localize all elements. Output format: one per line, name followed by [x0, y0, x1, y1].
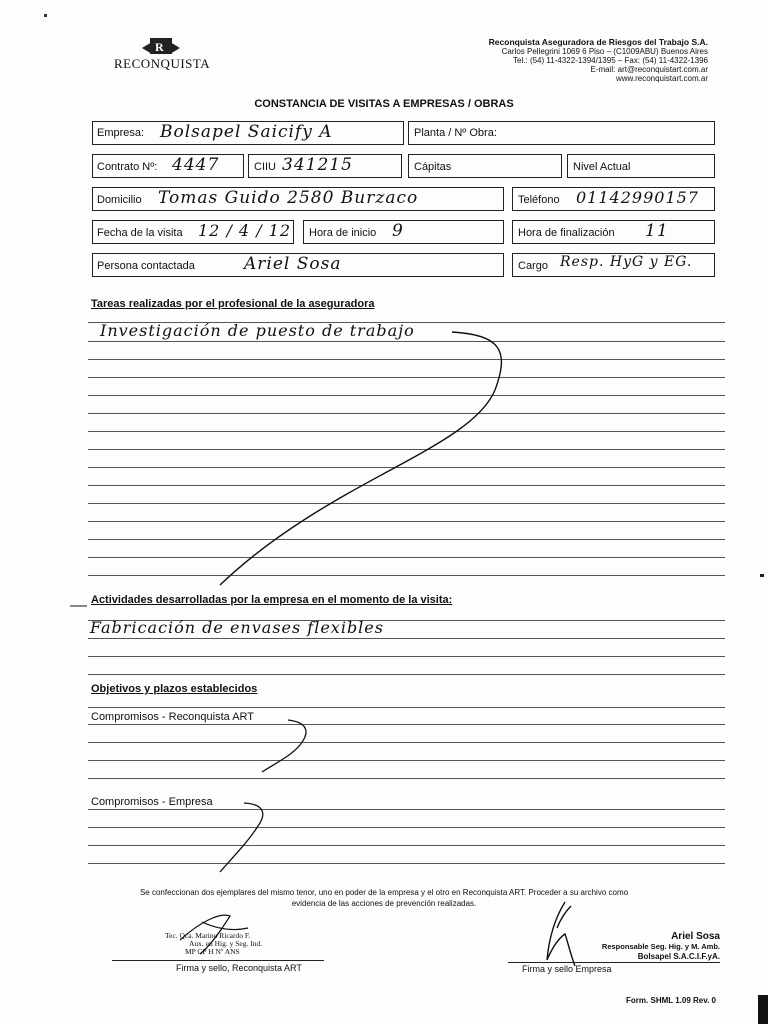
persona-label: Persona contactada [97, 260, 195, 272]
company-phone: Tel.: (54) 11-4322-1394/1395 – Fax: (54) 11-4322-1396 [513, 56, 708, 65]
tareas-title: Tareas realizadas por el profesional de la aseguradora [91, 298, 375, 310]
page-title: CONSTANCIA DE VISITAS A EMPRESAS / OBRAS [254, 98, 514, 110]
cargo-label: Cargo [518, 260, 548, 272]
footer-note-line2: evidencia de las acciones de prevención realizadas. [291, 899, 477, 908]
telefono-label: Teléfono [518, 194, 560, 206]
empresa-value: Bolsapel Saicify A [160, 122, 333, 142]
hora-fin-value: 11 [645, 221, 669, 241]
planta-label: Planta / Nº Obra: [414, 127, 497, 139]
compromisos-art-label: Compromisos - Reconquista ART [91, 711, 255, 723]
contrato-label: Contrato Nº: [97, 161, 158, 173]
hora-inicio-label: Hora de inicio [309, 227, 377, 239]
logo-text: RECONQUISTA [114, 56, 211, 71]
company-address: Carlos Pellegrini 1069 6 Piso – (C1009ABU) Buenos Aires [501, 47, 708, 56]
actividades-value: Fabricación de envases flexibles [90, 618, 384, 637]
fecha-label: Fecha de la visita [97, 227, 183, 239]
stamp-art-line3: MP CP H Nº ANS [185, 947, 240, 956]
firma-empresa-label: Firma y sello Empresa [522, 964, 612, 974]
empresa-label: Empresa: [97, 127, 145, 139]
scan-speck-top [44, 14, 47, 17]
contrato-value: 4447 [172, 155, 220, 175]
ciiu-label: CIIU [254, 161, 276, 173]
stamp-empresa-name: Ariel Sosa [671, 931, 720, 942]
tareas-value: Investigación de puesto de trabajo [100, 321, 415, 340]
firma-art-label: Firma y sello, Reconquista ART [176, 963, 302, 973]
domicilio-label: Domicilio [97, 194, 142, 206]
company-web: www.reconquistart.com.ar [615, 74, 708, 83]
footer-note-line1: Se confeccionan dos ejemplares del mismo tenor, uno en poder de la empresa y el otro en Reconquista ART. Proceder a su archivo como [139, 888, 629, 897]
hora-inicio-value: 9 [392, 221, 404, 241]
hora-fin-label: Hora de finalización [518, 227, 615, 239]
footer-note [0, 887, 768, 909]
company-email: E-mail: art@reconquistart.com.ar [590, 65, 708, 74]
cargo-value: Resp. HyG y EG. [560, 254, 693, 270]
domicilio-value: Tomas Guido 2580 Burzaco [158, 188, 419, 208]
fecha-value: 12 / 4 / 12 [198, 221, 292, 240]
compromisos-empresa-label: Compromisos - Empresa [91, 796, 213, 808]
stamp-empresa [570, 932, 720, 962]
persona-value: Ariel Sosa [244, 254, 342, 274]
ciiu-value: 341215 [282, 155, 353, 175]
stamp-empresa-company: Bolsapel S.A.C.I.F.yA. [637, 952, 720, 961]
svg-text:R: R [155, 40, 164, 54]
nivel-label: Nivel Actual [573, 161, 631, 173]
actividades-title: Actividades desarrolladas por la empresa en el momento de la visita: [91, 594, 453, 606]
company-name: Reconquista Aseguradora de Riesgos del Trabajo S.A. [488, 37, 708, 47]
stamp-art-line2: Aux. en Hig. y Seg. Ind. [189, 939, 263, 948]
stamp-art [165, 932, 262, 956]
stamp-art-line1: Tec. Qca. Marino Ricardo F. [165, 931, 251, 940]
form-code: Form. SHML 1.09 Rev. 0 [626, 996, 716, 1005]
stamp-empresa-role: Responsable Seg. Hig. y M. Amb. [601, 942, 720, 951]
scan-speck-right [760, 574, 764, 577]
telefono-value: 01142990157 [576, 188, 699, 207]
capitas-label: Cápitas [414, 161, 452, 173]
objetivos-title: Objetivos y plazos establecidos [91, 683, 258, 695]
scan-edge-mark [758, 995, 768, 1024]
